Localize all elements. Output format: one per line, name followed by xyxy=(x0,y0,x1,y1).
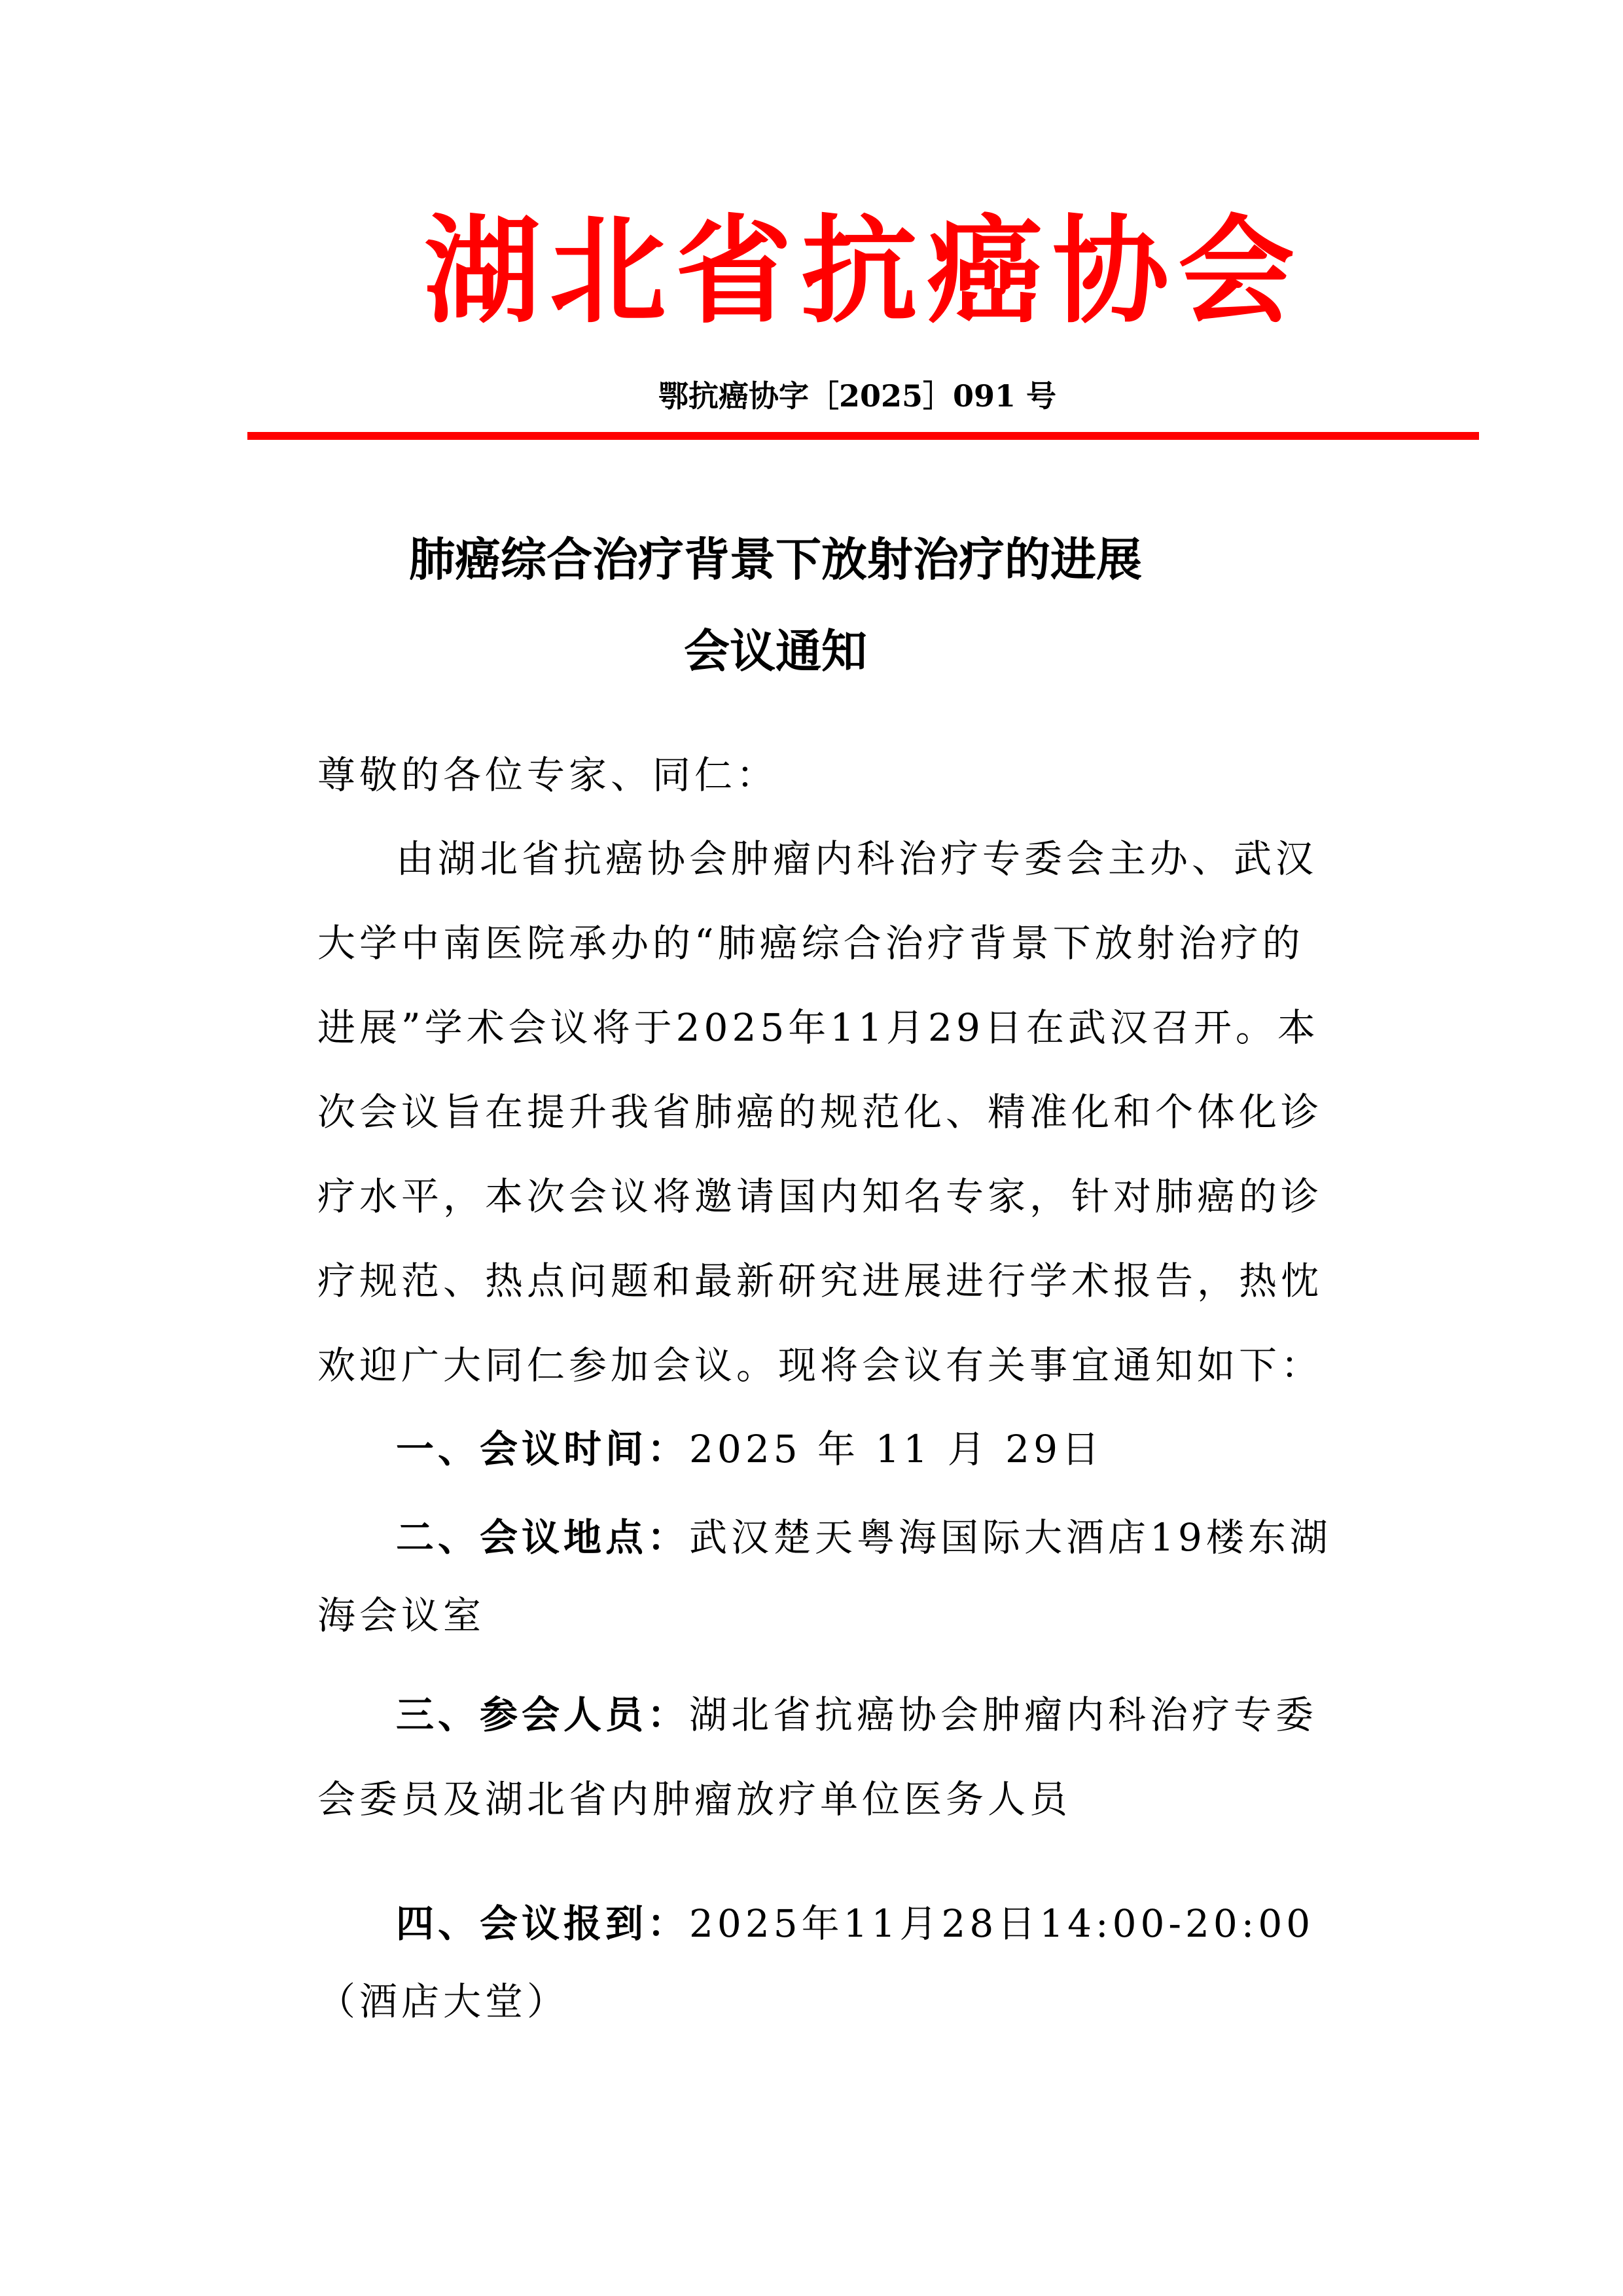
registration-item xyxy=(317,1885,1338,2041)
meeting-time-item xyxy=(317,1407,1338,1492)
salutation: 尊敬的各位专家、同仁： xyxy=(317,753,779,797)
item-label: 一、会议时间： xyxy=(396,1427,690,1471)
item-value: 2025 年 11 月 29日 xyxy=(689,1427,1103,1471)
item-label: 二、会议地点： xyxy=(396,1515,690,1560)
organization-title: 湖北省抗癌协会 xyxy=(424,204,1304,339)
header-divider xyxy=(247,432,1479,440)
item-label: 三、参会人员： xyxy=(396,1693,690,1737)
document-number: 鄂抗癌协字［2025］091 号 xyxy=(658,378,1057,414)
item-value: 湖北省抗癌协会肿瘤内科治疗专委会委员及湖北省内肿瘤放疗单位医务人员 xyxy=(317,1693,1318,1821)
notice-title-line-2: 会议通知 xyxy=(684,624,867,678)
body-paragraph: 由湖北省抗癌协会肿瘤内科治疗专委会主办、武汉大学中南医院承办的“肺癌综合治疗背景下放射治疗的进展”学术会议将于2025年11月29日在武汉召开。本次会议旨在提升我省肺癌的规范化、精准化和个体化诊疗水平，本次会议将邀请国内知名专家，针对肺癌的诊疗规范、热点问题和最新研究进展进行学术报告，热忱欢迎广大同仁参加会议。现将会议有关事宜通知如下： xyxy=(317,836,1323,1388)
item-label: 四、会议报到： xyxy=(396,1901,690,1946)
item-value: 2025年11月28日14:00-20:00（酒店大堂） xyxy=(317,1901,1315,2024)
participants-item xyxy=(317,1673,1338,1842)
item-value: 武汉楚天粤海国际大酒店19楼东湖海会议室 xyxy=(317,1515,1332,1638)
meeting-location-item xyxy=(317,1499,1338,1655)
notice-title-line-1: 肺癌综合治疗背景下放射治疗的进展 xyxy=(409,533,1142,586)
